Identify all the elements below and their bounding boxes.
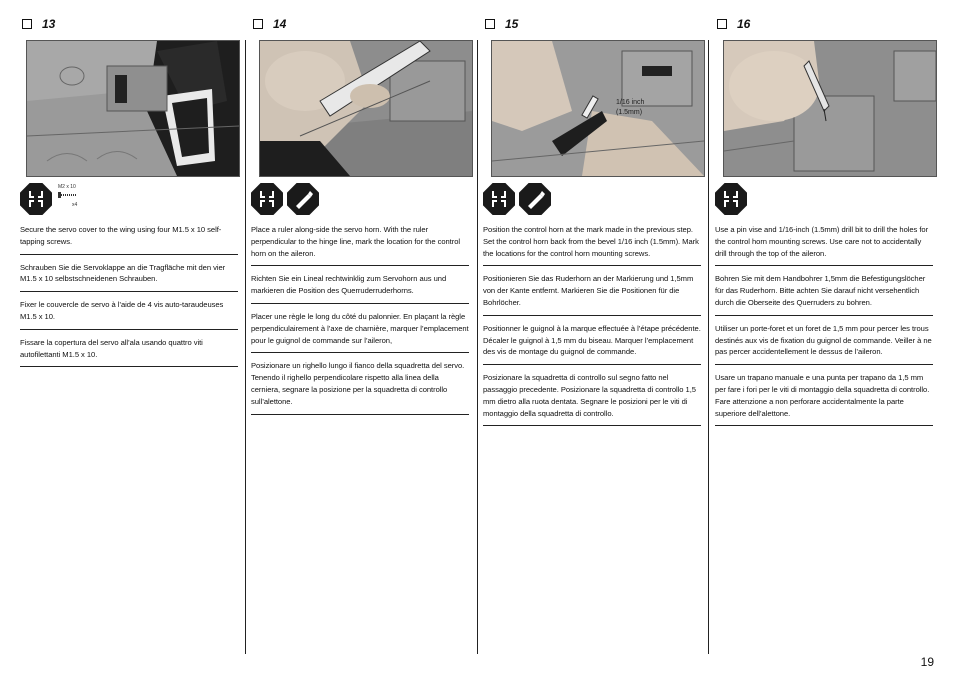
tool-icons [251,182,319,216]
step-number: 14 [273,17,287,31]
step-checkbox[interactable] [485,19,495,29]
step-header [483,14,701,34]
screw-spec [56,184,86,214]
screw-icon [58,192,78,198]
paragraph-it: Usare un trapano manuale e una punta per trapano da 1,5 mm per fare i fori per le viti di montaggio della squadretta di controllo. Fare attenzione a non perforare accidentalmente la parte superiore dell’alettone. [715,370,933,426]
paragraph-en: Secure the servo cover to the wing using four M1.5 x 10 self-tapping screws. [20,222,238,255]
step-number: 15 [505,17,519,31]
screw-count: x4 [72,202,78,208]
paragraph-fr: Positionner le guignol à la marque effectuée à l’étape précédente. Décaler le guignol à 1,5 mm du biseau. Marquer l’emplacement des vis de montage du guignol de commande. [483,321,701,365]
screwdriver-icon [20,183,52,215]
paragraph-en: Use a pin vise and 1/16-inch (1.5mm) drill bit to drill the holes for the control horn mounting screws. Use care not to accidentally drill through the top of the aileron. [715,222,933,266]
paragraph-it: Posizionare un righello lungo il fianco della squadretta del servo. Tenendo il righello perpendicolare rispetto alla linea della cerniera, segnare la posizione per la squadretta di controllo sull’alettone. [251,358,469,414]
paragraph-fr: Utiliser un porte-foret et un foret de 1,5 mm pour percer les trous destinés aux vis de fixation du guignol de commande. Veiller à ne pas percer accidentellement le dessus de l’aileron. [715,321,933,365]
step-number: 13 [42,17,56,31]
instruction-text [715,222,933,431]
paragraph-de: Positionieren Sie das Ruderhorn an der Markierung und 1,5mm von der Kante entfernt. Markieren Sie die Positionen für die Bohrlöcher. [483,271,701,315]
paragraph-fr: Fixer le couvercle de servo à l’aide de 4 vis auto-taraudeuses M1.5 x 10. [20,297,238,330]
step-16-column [715,14,933,654]
pencil-icon [519,183,551,215]
step-photo [26,40,240,177]
step-photo [491,40,705,177]
step-checkbox[interactable] [22,19,32,29]
tool-icons [483,182,551,216]
paragraph-de: Richten Sie ein Lineal rechtwinklig zum Servohorn aus und markieren die Position des Querruderruderhorns. [251,271,469,304]
paragraph-de: Schrauben Sie die Servoklappe an die Tragfläche mit den vier M1.5 x 10 selbstschneidenen Schrauben. [20,260,238,293]
step-checkbox[interactable] [717,19,727,29]
step-number: 16 [737,17,751,31]
paragraph-de: Bohren Sie mit dem Handbohrer 1,5mm die Befestigungslöcher für das Ruderhorn. Bitte achten Sie darauf nicht versehentlich durch die Oberseite des Querruders zu bohren. [715,271,933,315]
step-14-column [251,14,469,654]
column-divider [477,40,478,654]
instruction-text [20,222,238,372]
screwdriver-icon [251,183,283,215]
screwdriver-icon [715,183,747,215]
measurement-label: 1/16 inch (1.5mm) [616,99,645,116]
paragraph-it: Fissare la copertura del servo all’ala usando quattro viti autofilettanti M1.5 x 10. [20,335,238,368]
instruction-text [251,222,469,420]
column-divider [245,40,246,654]
step-photo [259,40,473,177]
screwdriver-icon [483,183,515,215]
step-header [715,14,933,34]
step-15-column [483,14,701,654]
screw-size: M2 x 10 [58,184,76,190]
paragraph-it: Posizionare la squadretta di controllo sul segno fatto nel passaggio precedente. Posizionare la squadretta di controllo 1,5 mm dietro alla ruota dentata. Segnare le posizioni per le viti di montaggio della squadretta di controllo. [483,370,701,426]
page-number: 19 [920,655,934,669]
pencil-icon [287,183,319,215]
step-header [251,14,469,34]
paragraph-fr: Placer une règle le long du côté du palonnier. En plaçant la règle perpendiculairement à l’axe de charnière, marquer l’emplacement pour le guignol de commande sur l’aileron, [251,309,469,353]
step-photo [723,40,937,177]
step-checkbox[interactable] [253,19,263,29]
step-13-column [20,14,238,654]
paragraph-en: Place a ruler along-side the servo horn. With the ruler perpendicular to the hinge line, mark the location for the control horn on the aileron. [251,222,469,266]
paragraph-en: Position the control horn at the mark made in the previous step. Set the control horn back from the bevel 1/16 inch (1.5mm). Mark the locations for the control horn mounting screws. [483,222,701,266]
column-divider [708,40,709,654]
tool-icons [715,182,747,216]
instruction-text [483,222,701,431]
step-header [20,14,238,34]
tool-icons [20,182,86,216]
